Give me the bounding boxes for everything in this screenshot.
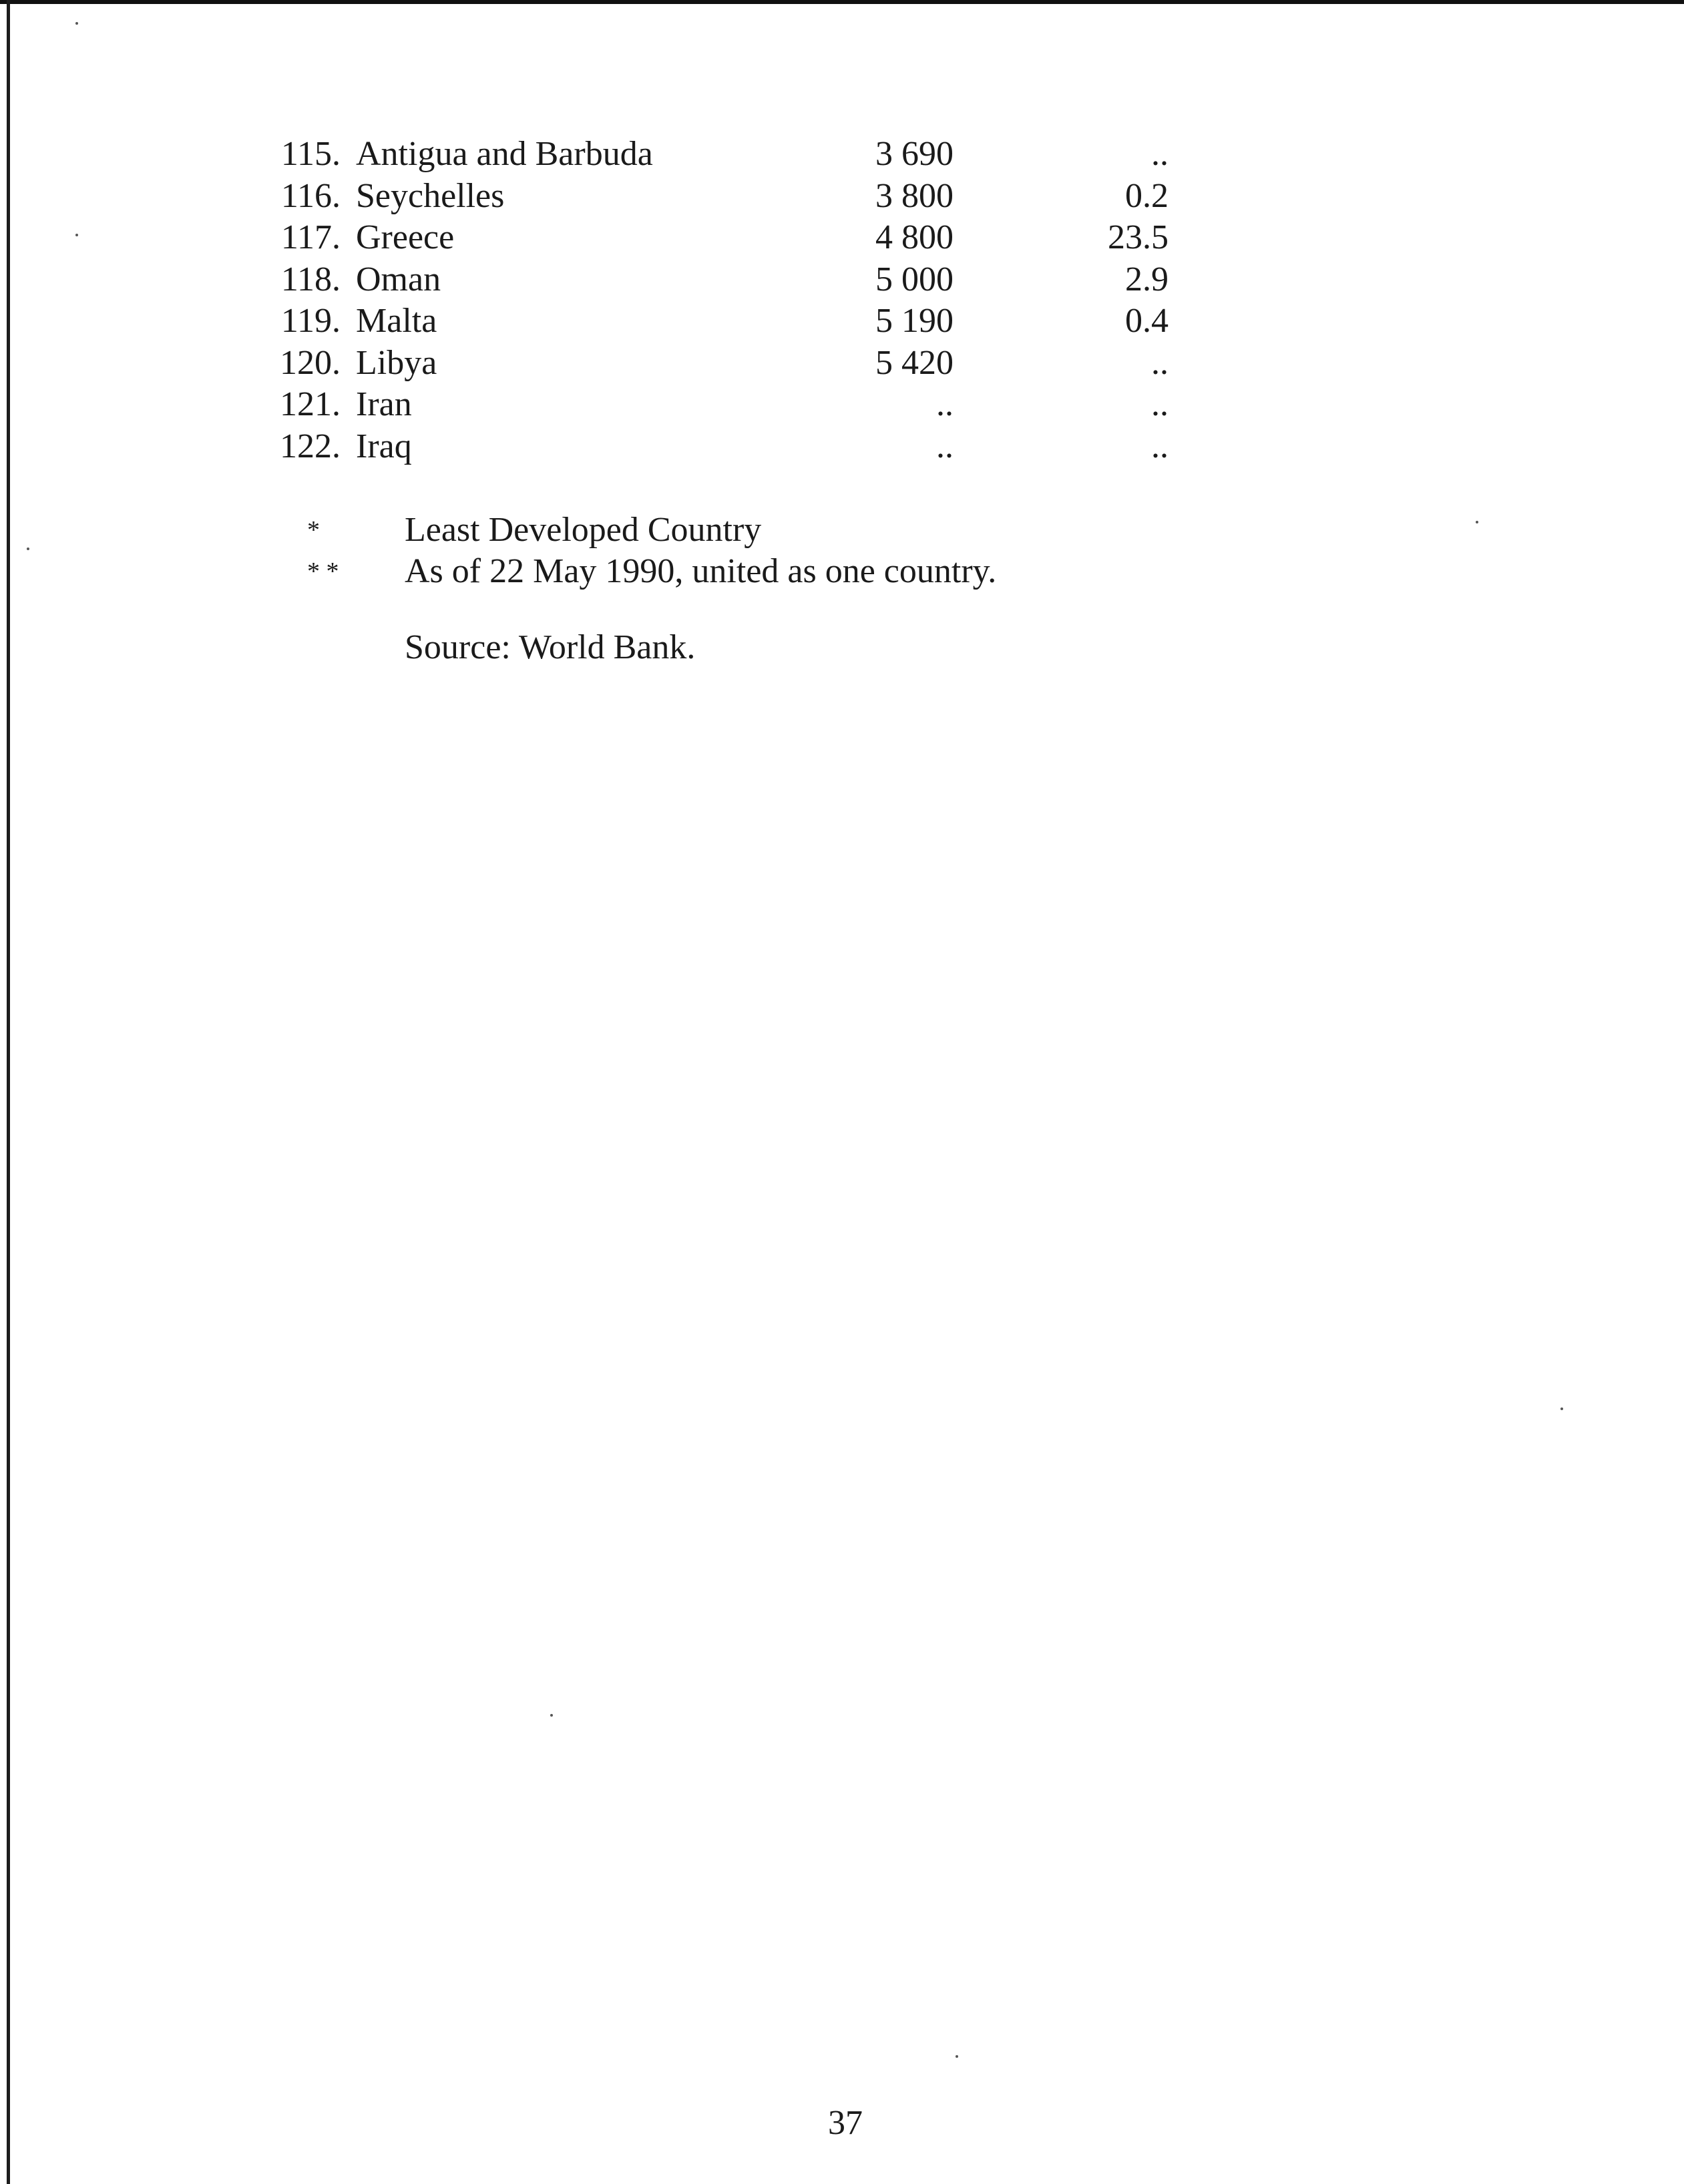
row-value-2: .. [1151,385,1169,423]
row-rank: 122. [280,427,341,465]
row-value-1: 5 420 [875,343,954,382]
row-value-1: 4 800 [875,218,954,256]
footnote-mark: * [307,516,320,544]
row-rank: 121. [280,385,341,423]
row-country: Oman [356,260,441,298]
row-country: Seychelles [356,176,505,215]
row-value-1: 5 000 [875,260,954,298]
row-rank: 120. [280,343,341,382]
scan-speck [550,1714,553,1717]
scan-speck [75,22,78,25]
row-country: Malta [356,302,437,340]
row-country: Libya [356,343,437,382]
row-value-2: 23.5 [1108,218,1169,256]
row-value-2: .. [1151,427,1169,465]
row-country: Iraq [356,427,412,465]
row-value-1: .. [936,427,954,465]
row-value-2: 2.9 [1125,260,1169,298]
source-line: Source: World Bank. [405,628,696,666]
row-value-1: 3 690 [875,135,954,173]
footnote-text: As of 22 May 1990, united as one country. [405,552,997,590]
row-value-1: 3 800 [875,176,954,215]
row-country: Greece [356,218,455,256]
row-value-1: .. [936,385,954,423]
row-rank: 116. [280,176,341,215]
table-row [267,300,1189,343]
table-row [267,343,1189,385]
footnote-mark: * * [307,558,339,586]
row-value-2: 0.4 [1125,302,1169,340]
table-row [267,384,1189,426]
scan-speck [1560,1407,1563,1410]
row-value-2: 0.2 [1125,176,1169,215]
row-value-1: 5 190 [875,302,954,340]
row-value-2: .. [1151,343,1169,382]
row-country: Antigua and Barbuda [356,135,653,173]
top-border-rule [0,0,1684,4]
scan-speck [1476,521,1478,523]
footnote-text: Least Developed Country [405,511,762,549]
scan-speck [27,548,29,550]
scan-speck [956,2055,958,2058]
page-number: 37 [828,2104,863,2142]
row-rank: 115. [280,135,341,173]
table-row [267,259,1189,301]
country-table [267,134,1189,467]
row-rank: 117. [280,218,341,256]
table-row [267,426,1189,468]
row-rank: 118. [280,260,341,298]
table-row [267,176,1189,218]
left-border-rule [7,0,10,2184]
scan-speck [75,234,78,236]
table-row [267,217,1189,259]
row-country: Iran [356,385,412,423]
row-value-2: .. [1151,135,1169,173]
table-row [267,134,1189,176]
row-rank: 119. [280,302,341,340]
